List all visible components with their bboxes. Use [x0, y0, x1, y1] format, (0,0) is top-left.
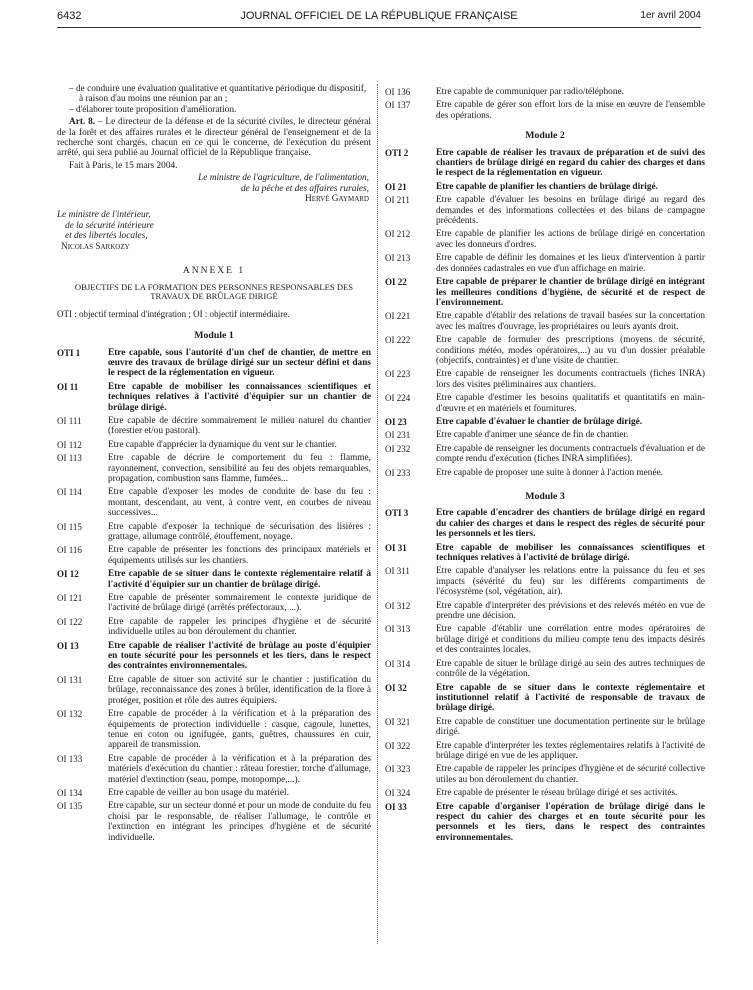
objective-row [57, 641, 371, 672]
objective-row [385, 444, 705, 465]
objective-text: Etre capable de mobiliser les connaissances scientifiques et techniques relatives à l'activité d'équipier sur un chantier de brûlage dirigé. [108, 381, 371, 413]
objective-code: OI 133 [57, 753, 83, 764]
objective-code: OI 116 [57, 545, 82, 556]
objective-code: OI 132 [57, 709, 83, 720]
objective-code: OI 113 [57, 453, 82, 464]
objective-code: OI 321 [385, 716, 411, 727]
objective-row [57, 522, 371, 543]
page-header [57, 8, 701, 28]
article-text: – Le directeur de la défense et de la sécurité civiles, le directeur général de la forêt et des affaires rurales et le directeur général de l'enseignement et de la recherche sont chargés, chacun en ce qui le concerne, de l'exécution du présent arrêté, qui sera publié au Journal officiel de la République française. [57, 117, 371, 159]
objective-row [385, 311, 705, 332]
objective-row [385, 87, 705, 97]
objective-code: OI 121 [57, 593, 83, 604]
objective-text: Etre capable de proposer une suite à donner à l'action menée. [436, 467, 664, 478]
objective-code: OI 323 [385, 764, 411, 775]
objective-text: Etre capable de renseigner les documents contractuels d'évaluation et de compte rendu d'exécution (fiches INRA simplifiées). [436, 443, 705, 465]
objective-code: OI 312 [385, 600, 411, 611]
objective-code: OI 13 [57, 640, 79, 651]
issue-date: 1er avril 2004 [640, 10, 701, 21]
objective-text: Etre capable, sur un secteur donné et pour un mode de conduite du feu choisi par le responsable, de réaliser l'allumage, le contrôle et l'extinction en intégrant les principes d'hygiène et de sécurité individuelle. [108, 801, 371, 843]
objective-row [385, 601, 705, 622]
objective-text: Etre capable de gérer son effort lors de la mise en œuvre de l'ensemble des opérations. [436, 100, 705, 121]
objective-text: Etre capable d'interpréter des prévisions et des relevés météo en vue de prendre une décision. [436, 600, 705, 622]
objective-text: Etre capable d'estimer les besoins qualitatifs et quantitatifs en main-d'œuvre et en matériels et fournitures. [436, 393, 705, 414]
objective-code: OI 32 [385, 682, 407, 693]
objective-text: Etre capable d'évaluer le chantier de brûlage dirigé. [436, 416, 643, 427]
objective-row [57, 617, 371, 638]
objective-text: Etre capable de mobiliser les connaissances scientifiques et techniques relatives à l'activité de brûlage dirigé. [436, 542, 705, 564]
objective-row [385, 543, 705, 564]
objective-text: Etre capable d'organiser l'opération de brûlage dirigé dans le respect du cahier des charges et en toute sécurité pour les personnels et les tiers, dans le respect des contraintes environnementales. [436, 801, 705, 843]
objective-code: OI 222 [385, 335, 411, 346]
objective-text: Etre capable de présenter le réseau brûlage dirigé et ses activités. [436, 788, 678, 799]
right-column [385, 84, 705, 843]
module-3-objectives [385, 508, 705, 843]
objective-code: OI 211 [385, 195, 410, 206]
objective-row [57, 348, 371, 379]
objective-row [57, 675, 371, 706]
objective-code: OI 232 [385, 443, 411, 454]
module-3-title: Module 3 [525, 491, 565, 502]
objective-text: Etre capable de rappeler les principes d'hygiène et de sécurité collective utiles au bon déroulement du chantier. [436, 764, 705, 785]
objective-row [385, 802, 705, 844]
objective-code: OI 324 [385, 788, 411, 799]
objective-text: Etre capable d'établir une corrélation entre modes opératoires de brûlage dirigé et conditions du milieu compte tenu des impacts désirés et des contraintes locales. [436, 624, 705, 656]
objective-row [385, 508, 705, 539]
objective-text: Etre capable d'établir des relations de travail basées sur la concertation avec les maîtres d'ouvrage, les propriétaires ou leurs ayants droit. [436, 311, 705, 332]
objective-code: OI 23 [385, 416, 407, 427]
objective-code: OI 231 [385, 430, 411, 441]
header-rule [57, 27, 701, 28]
objective-text: Etre capable d'interpréter les textes réglementaires relatifs à l'activité de brûlage dirigé en vue de les appliquer. [436, 740, 705, 761]
objective-row [57, 754, 371, 785]
objective-text: Etre capable de communiquer par radio/téléphone. [436, 87, 624, 97]
article-label: Art. 8. [69, 117, 96, 128]
objective-row [57, 801, 371, 843]
objective-text: Etre capable de présenter sommairement le contexte juridique de l'activité de brûlage dirigé (arrêtés préfectoraux, ...). [108, 593, 371, 614]
objective-text: Etre capable de planifier les actions de brûlage dirigé en concertation avec les donneurs d'ordres. [436, 229, 705, 250]
page-number: 6432 [57, 10, 82, 22]
objective-text: Etre capable d'évaluer les besoins en brûlage dirigé au regard des demandes et des informations collectées et des bilans de campagne précédents. [436, 195, 705, 227]
signature-title-line: de la sécurité intérieure [65, 220, 154, 231]
objective-code: OI 233 [385, 467, 411, 478]
date-line: Fait à Paris, le 15 mars 2004. [69, 160, 178, 171]
objective-text: Etre capable de constituer une documentation pertinente sur le brûlage dirigé. [436, 716, 705, 738]
objective-row [385, 788, 705, 798]
objective-code: OTI 2 [385, 147, 409, 158]
objective-text: Etre capable de préparer le chantier de brûlage dirigé en intégrant les meilleures conditions d'hygiène, de sécurité et de respect de l'environnement. [436, 277, 705, 308]
objective-code: OI 137 [385, 100, 411, 111]
objective-row [57, 453, 371, 484]
objective-code: OI 33 [385, 801, 407, 812]
objective-text: Etre capable de réaliser l'activité de brûlage au poste d'équipier en toute sécurité pour les personnels et les tiers, dans le respect des contraintes environnementales. [108, 640, 371, 672]
objective-row [385, 417, 705, 427]
objective-text: Etre capable de renseigner les documents contractuels (fiches INRA) lors des visites préliminaires aux chantiers. [436, 369, 705, 390]
annex-title: OBJECTIFS DE LA FORMATION DES PERSONNES RESPONSABLES DES TRAVAUX DE BRÛLAGE DIRIGÉ [74, 281, 354, 302]
objective-row [385, 683, 705, 714]
column-divider [377, 84, 378, 944]
objective-text: Etre capable de décrire sommairement le milieu naturel du chantier (forestier et/ou pastoral). [108, 415, 371, 437]
objective-code: OI 111 [57, 415, 82, 426]
objective-text: Etre capable, sous l'autorité d'un chef de chantier, de mettre en œuvre des travaux de brûlage dirigé sur un secteur défini et dans le respect de la réglementation en vigueur. [108, 347, 371, 379]
objective-row [385, 253, 705, 274]
objective-code: OI 114 [57, 487, 82, 498]
objective-text: Etre capable d'exposer les modes de conduite de base du feu : montant, descendant, au vent, à contre vent, en courbes de niveau successives... [108, 487, 371, 519]
objective-text: Etre capable d'encadrer des chantiers de brûlage dirigé en regard du cahier des charges et dans le respect des règles de sécurité pour les personnels et les tiers. [436, 508, 705, 540]
objective-row [385, 624, 705, 655]
signatory-name: Hervé Gaymard [305, 194, 369, 205]
objective-text: Etre capable d'exposer la technique de sécurisation des lisières : grattage, allumage contrôlé, étouffement, noyage. [108, 521, 371, 542]
objective-row [57, 788, 371, 798]
module-2-title: Module 2 [525, 130, 565, 142]
objective-code: OI 224 [385, 393, 411, 404]
objective-text: Etre capable de rappeler les principes d'hygiène et de sécurité individuelle utiles au bon déroulement du chantier. [108, 616, 371, 638]
objective-row [385, 430, 705, 440]
objective-code: OI 131 [57, 674, 83, 685]
objective-code: OI 134 [57, 787, 83, 798]
signatory-name: Nicolas Sarkozy [61, 241, 130, 252]
objective-row [385, 764, 705, 785]
objective-text: Etre capable de planifier les chantiers de brûlage dirigé. [436, 181, 658, 192]
objective-row [385, 277, 705, 308]
objective-code: OI 12 [57, 569, 79, 580]
module-2-objectives [385, 148, 705, 478]
objective-row [385, 195, 705, 226]
objective-text: Etre capable de réaliser les travaux de préparation et de suivi des chantiers de brûlage dirigé en regard du cahier des charges et dans le respect de la réglementation en vigueur. [436, 147, 705, 179]
objective-code: OI 31 [385, 542, 407, 553]
objective-text: Etre capable d'analyser les relations entre la puissance du feu et ses impacts (sévérité du feu) sur les différents compartiments de l'écosystème (sol, végétation, air). [436, 566, 705, 598]
objective-row [385, 717, 705, 738]
journal-title: JOURNAL OFFICIEL DE LA RÉPUBLIQUE FRANÇAISE [240, 10, 518, 22]
objective-row [57, 487, 371, 518]
objective-code: OI 135 [57, 801, 83, 812]
objective-row [57, 440, 371, 450]
objective-text: Etre capable de décrire le comportement du feu : flamme, rayonnement, convection, sensibilité au feu des objets remarquables, propagation, combustion sans flamme, fumées... [108, 453, 371, 484]
objective-text: Etre capable de situer le brûlage dirigé au sein des autres techniques de contrôle de la végétation. [436, 658, 705, 680]
objective-code: OI 21 [385, 181, 407, 192]
objective-code: OI 115 [57, 521, 82, 532]
objective-row [57, 545, 371, 566]
module-1-continued [385, 87, 705, 121]
objective-text: Etre capable de procéder à la vérification et à la préparation des matériels d'exécution du chantier : râteau forestier, torche d'allumage, matériel d'extinction (seau, pompe, motopompe,...). [108, 753, 371, 785]
objective-code: OI 313 [385, 624, 411, 635]
objective-code: OI 311 [385, 566, 410, 577]
objective-code: OI 213 [385, 253, 411, 264]
objective-row [385, 182, 705, 192]
abbrev-legend: OTI : objectif terminal d'intégration ; OI : objectif intermédiaire. [57, 308, 290, 319]
intro-item: – d'élaborer toute proposition d'amélioration. [69, 104, 237, 115]
objective-text: Etre capable de formuler des prescriptions (moyens de sécurité, conditions météo, modes opératoires,...) au vu d'un dossier préalable (objectifs, contraintes) et d'une visite de chantier. [436, 335, 705, 366]
objective-text: Etre capable de définir les domaines et les lieux d'intervention à partir des données cadastrales en vue d'un affichage en mairie. [436, 253, 705, 274]
objective-text: Etre capable de présenter les fonctions des principaux matériels et équipements utilisés sur les chantiers. [108, 545, 371, 566]
signature-title-line: Le ministre de l'agriculture, de l'alimentation, [198, 173, 369, 184]
objective-text: Etre capable d'animer une séance de fin de chantier. [436, 430, 629, 441]
objective-text: Etre capable de se situer dans le contexte réglementaire relatif à l'activité d'équipier sur un chantier de brûlage dirigé. [108, 569, 371, 590]
objective-code: OI 223 [385, 369, 411, 380]
module-1-objectives [57, 348, 371, 843]
objective-text: Etre capable de veiller au bon usage du matériel. [108, 787, 289, 798]
objective-row [57, 382, 371, 413]
objective-code: OI 122 [57, 616, 83, 627]
article-8 [57, 117, 371, 159]
module-1-title: Module 1 [194, 330, 234, 342]
signature-title-line: de la pêche et des affaires rurales, [241, 183, 369, 194]
objective-text: Etre capable de procéder à la vérification et à la préparation des équipements de protection individuelle : casque, cagoule, lunettes, tenue en coton ou ignifugée, gants, guêtres, chaussures en cuir, appareil de transmission. [108, 709, 371, 751]
objective-code: OI 322 [385, 740, 411, 751]
objective-code: OI 11 [57, 381, 79, 392]
annex-label: ANNEXE 1 [182, 266, 246, 277]
objective-text: Etre capable d'apprécier la dynamique du vent sur le chantier. [108, 439, 337, 450]
objective-row [385, 566, 705, 597]
objective-row [57, 709, 371, 751]
objective-text: Etre capable de se situer dans le contexte réglementaire et institutionnel relatif à l'activité de responsable de travaux de brûlage dirigé. [436, 682, 705, 714]
objective-text: Etre capable de situer son activité sur le chantier : justification du brûlage, reconnaissance des zones à brûler, identification de la flore à protéger, position et rôle des autres équipiers. [108, 674, 371, 706]
objective-row [385, 659, 705, 680]
objective-code: OI 112 [57, 439, 82, 450]
signature-title-line: Le ministre de l'intérieur, [57, 210, 151, 221]
objective-row [385, 369, 705, 390]
objective-row [385, 229, 705, 250]
objective-row [385, 741, 705, 762]
objective-row [57, 569, 371, 590]
objective-row [57, 593, 371, 614]
signature-interior [57, 210, 371, 252]
objective-code: OTI 1 [57, 347, 81, 358]
objective-code: OI 221 [385, 311, 411, 322]
signature-title-line: et des libertés locales, [65, 231, 148, 242]
objective-row [385, 335, 705, 366]
objective-code: OTI 3 [385, 508, 409, 519]
objective-row [385, 100, 705, 121]
objective-code: OI 136 [385, 87, 411, 97]
objective-row [385, 468, 705, 478]
objective-code: OI 314 [385, 658, 411, 669]
objective-row [57, 416, 371, 437]
left-column [57, 84, 371, 843]
objective-code: OI 212 [385, 229, 411, 240]
intro-item: – de conduire une évaluation qualitative et quantitative périodique du dispositif, à raison d'au moins une réunion par an ; [69, 84, 367, 105]
objective-row [385, 148, 705, 179]
objective-code: OI 22 [385, 277, 407, 288]
signature-agriculture [57, 173, 371, 204]
objective-row [385, 393, 705, 414]
